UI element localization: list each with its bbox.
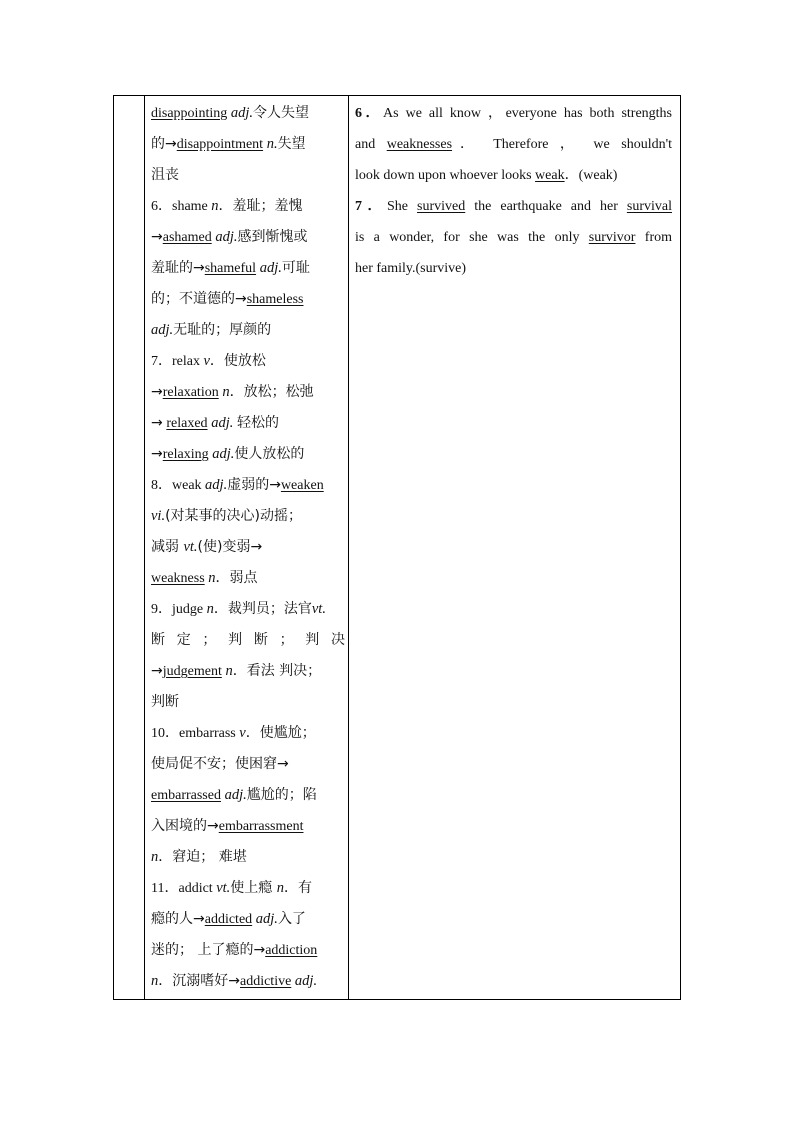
list-item: → relaxed adj. 轻松的 xyxy=(151,415,279,431)
list-item: 迷的； 上了瘾的→addiction xyxy=(151,942,318,958)
list-item: 减弱 vt.(使)变弱→ xyxy=(151,539,263,555)
list-item: 10．embarrass v．使尴尬； xyxy=(151,725,316,741)
list-item: →relaxation n．放松；松弛 xyxy=(151,384,314,400)
list-item: 的；不道德的→shameless xyxy=(151,291,304,307)
exercise-column xyxy=(349,96,682,284)
list-item: adj.无耻的；厚颜的 xyxy=(151,322,272,338)
answer-blank: weak xyxy=(535,168,565,183)
vocabulary-table xyxy=(113,95,681,1000)
answer-blank: weaknesses xyxy=(386,137,453,152)
exercise-item-6 xyxy=(355,98,672,191)
exercise-line: her family.(survive) xyxy=(355,261,467,276)
exercise-item-7 xyxy=(355,191,672,284)
exercise-line: is a wonder, for she was the only survivor from xyxy=(355,230,673,245)
list-item: 9．judge n．裁判员；法官vt. xyxy=(151,601,326,617)
list-item: →judgement n．看法 判决； xyxy=(151,663,322,679)
list-item: vi.(对某事的决心)动摇； xyxy=(151,508,303,524)
list-item: embarrassed adj.尴尬的；陷 xyxy=(151,787,317,803)
exercise-line: 7．She survived the earthquake and her survival xyxy=(355,199,672,214)
list-item: 6．shame n．羞耻；羞愧 xyxy=(151,198,303,214)
list-item: 8．weak adj.虚弱的→weaken xyxy=(151,477,324,493)
list-item: disappointing adj.令人失望 xyxy=(151,105,310,121)
exercise-line: 6．As we all know ，everyone has both strengths xyxy=(355,106,672,121)
list-item: n．窘迫； 难堪 xyxy=(151,849,247,865)
list-item: 7．relax v．使放松 xyxy=(151,353,266,369)
list-item: 沮丧 xyxy=(151,167,179,183)
list-item: 判断 xyxy=(151,694,179,710)
list-item: weakness n．弱点 xyxy=(151,570,258,586)
list-item: 瘾的人→addicted adj.入了 xyxy=(151,911,306,927)
list-item: 的→disappointment n.失望 xyxy=(151,136,306,152)
word-family-column xyxy=(145,96,348,997)
list-item: n．沉溺嗜好→addictive adj. xyxy=(151,973,318,989)
list-item: 入困境的→embarrassment xyxy=(151,818,304,834)
list-item: 断定；判断；判决 xyxy=(151,632,345,648)
answer-blank: survival xyxy=(626,199,672,214)
list-item: →ashamed adj.感到惭愧或 xyxy=(151,229,308,245)
list-item: 羞耻的→shameful adj.可耻 xyxy=(151,260,310,276)
list-item: 11．addict vt.使上瘾 n．有 xyxy=(151,880,312,896)
answer-blank: survived xyxy=(417,199,466,214)
list-item: →relaxing adj.使人放松的 xyxy=(151,446,305,462)
exercise-line: and weaknesses． Therefore ， we shouldn't xyxy=(355,137,672,152)
list-item: 使局促不安；使困窘→ xyxy=(151,756,289,772)
exercise-line: look down upon whoever looks weak．(weak) xyxy=(355,168,618,183)
answer-blank: survivor xyxy=(588,230,636,245)
